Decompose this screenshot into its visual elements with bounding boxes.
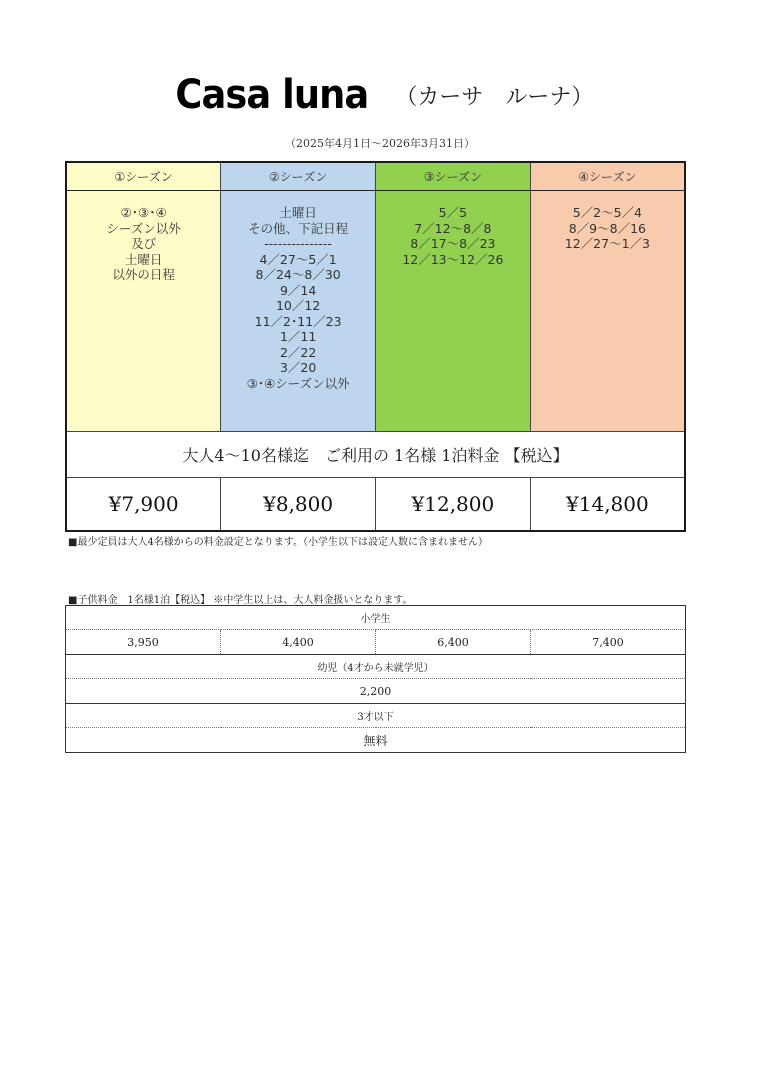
season-dates-row	[66, 191, 685, 432]
toddler-price: 無料	[66, 728, 686, 753]
brand-kana: （カーサ ルーナ）	[395, 84, 594, 110]
infant-value-row	[66, 679, 686, 704]
date-line: 7／12～8／8	[414, 220, 492, 236]
season-4-price: ¥14,800	[530, 478, 685, 532]
date-line: 10／12	[275, 298, 321, 313]
date-line: 9／14	[279, 282, 317, 298]
infant-label-row	[66, 655, 686, 679]
brand-name: Casa luna	[174, 72, 368, 118]
date-line: 4／27～5／1	[259, 251, 337, 267]
price-note: 大人4～10名様迄 ご利用の 1名様 1泊料金 【税込】	[66, 432, 685, 478]
elementary-season-3-price: 6,400	[376, 630, 531, 655]
elementary-season-4-price: 7,400	[531, 630, 686, 655]
date-line: 土曜日	[124, 251, 163, 267]
date-line: 5／5	[438, 205, 468, 220]
date-line: ②･③･④	[120, 205, 167, 220]
price-row	[66, 478, 685, 532]
date-line: 8／24～8／30	[255, 267, 341, 282]
toddler-label-row	[66, 704, 686, 728]
season-2-price: ¥8,800	[221, 478, 376, 532]
date-line: 3／20	[279, 360, 317, 375]
season-3-header: ③シーズン	[376, 162, 531, 191]
date-line: その他、下記日程	[248, 220, 349, 236]
season-header-row	[66, 162, 685, 191]
minimum-occupancy-note: ■最少定員は大人4名様からの料金設定となります。（小学生以下は設定人数に含まれません）	[68, 537, 489, 548]
title	[0, 72, 760, 118]
child-rate-table	[65, 605, 686, 753]
elementary-label: 小学生	[66, 606, 686, 630]
elementary-season-1-price: 3,950	[66, 630, 221, 655]
date-line: 12／13～12／26	[402, 251, 504, 267]
season-4-header: ④シーズン	[530, 162, 685, 191]
elementary-label-row	[66, 606, 686, 630]
validity-period: （2025年4月1日～2026年3月31日）	[285, 137, 475, 150]
price-note-row	[66, 432, 685, 478]
date-line: 8／9～8／16	[568, 220, 646, 236]
season-2-dates	[221, 191, 376, 432]
infant-price: 2,200	[66, 679, 686, 704]
season-1-price: ¥7,900	[66, 478, 221, 532]
season-3-price: ¥12,800	[376, 478, 531, 532]
date-line: ③･④シーズン以外	[246, 375, 350, 391]
season-2-header: ②シーズン	[221, 162, 376, 191]
season-rate-table	[65, 161, 686, 532]
date-line: 及び	[131, 236, 157, 251]
date-line: 以外の日程	[112, 267, 175, 282]
season-1-dates	[66, 191, 221, 432]
season-3-dates	[376, 191, 531, 432]
date-line: 1／11	[279, 329, 317, 344]
elementary-values-row	[66, 630, 686, 655]
date-line: 土曜日	[279, 205, 317, 220]
date-line: 5／2～5／4	[572, 205, 643, 220]
infant-label: 幼児（4才から未就学児）	[66, 655, 686, 679]
season-1-header: ①シーズン	[66, 162, 221, 191]
child-rate-heading: ■子供料金 1名様1泊【税込】 ※中学生以上は、大人料金扱いとなります。	[68, 595, 413, 606]
date-line: シーズン以外	[106, 220, 181, 236]
toddler-label: 3才以下	[66, 704, 686, 728]
elementary-season-2-price: 4,400	[221, 630, 376, 655]
date-line: 12／27～1／3	[564, 236, 650, 251]
date-line: 2／22	[279, 344, 317, 360]
date-line: 8／17～8／23	[410, 236, 496, 251]
season-4-dates	[530, 191, 685, 432]
divider-line: ---------------	[264, 236, 332, 251]
toddler-value-row	[66, 728, 686, 753]
date-line: 11／2･11／23	[254, 313, 342, 329]
